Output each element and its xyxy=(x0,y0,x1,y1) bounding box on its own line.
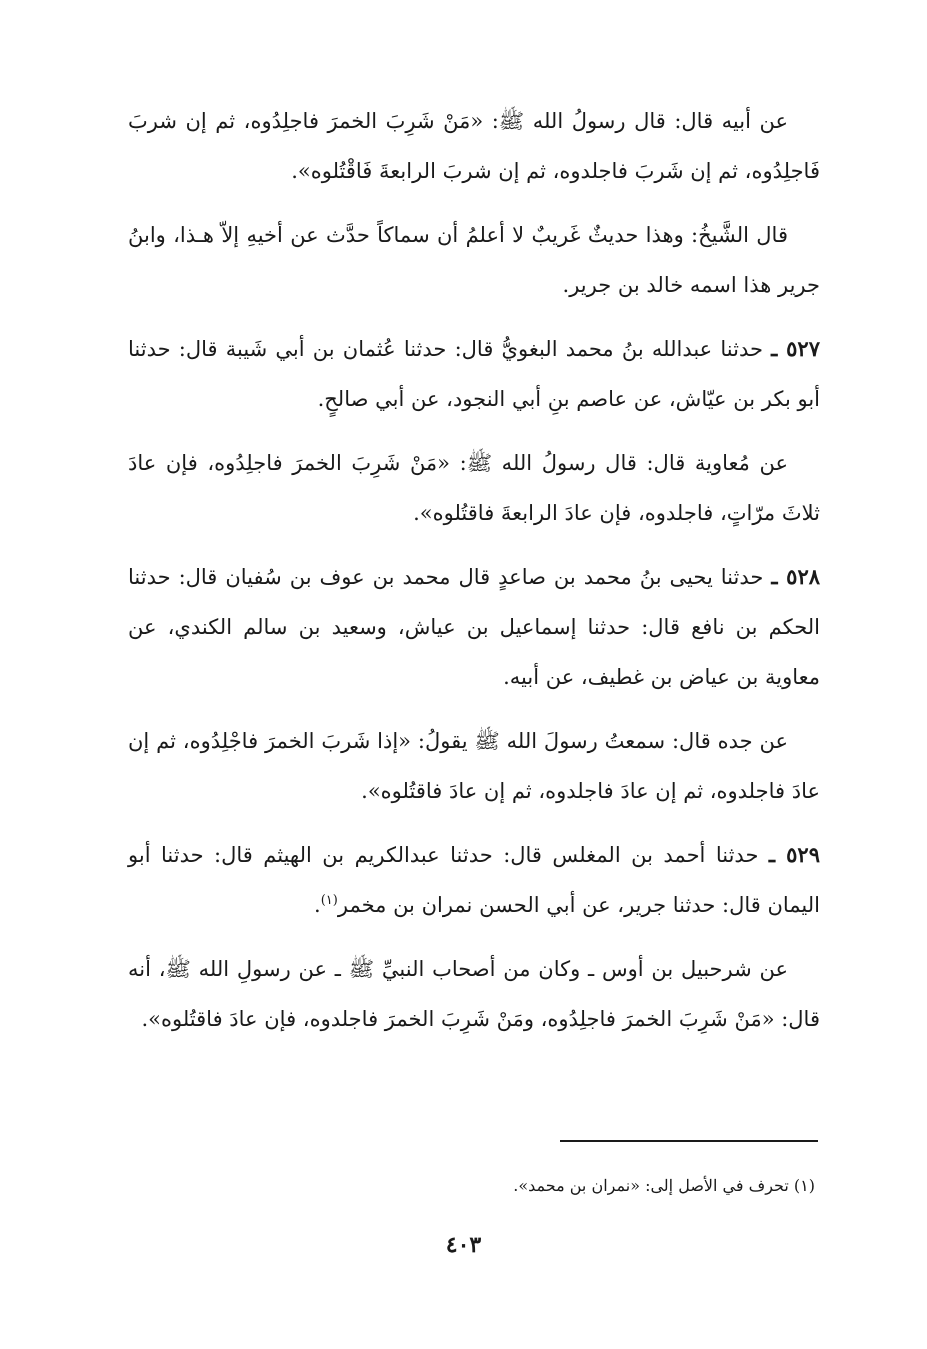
paragraph-text: قال الشَّيخُ: وهذا حديثٌ غَريبٌ لا أعلمُ أن سماكاً حدَّث عن أخيهِ إلاّ هـذا، وابنُ جرير هذا اسمه خالد بن جرير. xyxy=(128,223,820,297)
footnote: (١) تحرف في الأصل إلى: «نمران بن محمد». xyxy=(513,1176,815,1195)
footnote-reference[interactable]: (١) xyxy=(320,893,338,908)
page-number: ٤٠٣ xyxy=(445,1232,482,1258)
paragraph-hadith-527 xyxy=(128,324,820,424)
paragraph-text: عن شرحبيل بن أوس ـ وكان من أصحاب النبيِّ ﷺ ـ عن رسولِ الله ﷺ، أنه قال: «مَنْ شَرِبَ الخمرَ فاجلِدُوه، ومَنْ شَرِبَ الخمرَ فاجلدوه، فإن عادَ فاقتُلوه». xyxy=(128,957,820,1031)
paragraph-text: عن أبيه قال: قال رسولُ الله ﷺ: «مَنْ شَرِبَ الخمرَ فاجلِدُوه، ثم إن شربَ فَاجلِدُوه، ثم إن شَربَ فاجلدوه، ثم إن شربَ الرابعةَ فَاقْتُلوه». xyxy=(128,109,820,183)
paragraph-comment xyxy=(128,210,820,310)
hadith-number: ٥٢٨ ـ xyxy=(771,564,821,589)
hadith-number: ٥٢٧ ـ xyxy=(771,336,820,361)
footnote-separator xyxy=(560,1140,818,1142)
paragraph-text: عن مُعاوية قال: قال رسولُ الله ﷺ: «مَنْ شَرِبَ الخمرَ فاجلِدُوه، فإن عادَ ثلاثَ مرّاتٍ، فاجلدوه، فإن عادَ الرابعةَ فاقتُلوه». xyxy=(128,451,820,525)
paragraph-matn xyxy=(128,438,820,538)
paragraph-text: عن جده قال: سمعتُ رسولَ الله ﷺ يقولُ: «إذا شَربَ الخمرَ فاجْلِدُوه، ثم إن عادَ فاجلدوه، ثم إن عادَ فاجلدوه، ثم إن عادَ فاقتُلوه». xyxy=(128,729,820,803)
paragraph-matn xyxy=(128,944,820,1044)
main-text xyxy=(128,96,820,1058)
paragraph-text: حدثنا أحمد بن المغلس قال: حدثنا عبدالكريم بن الهيثم قال: حدثنا أبو اليمان قال: حدثنا جرير، عن أبي الحسن نمران بن مخمر xyxy=(128,843,820,917)
paragraph-text: حدثنا عبدالله بنُ محمد البغويُّ قال: حدثنا عُثمان بن أبي شَيبة قال: حدثنا أبو بكر بن عيّاش، عن عاصم بنِ أبي النجود، عن أبي صالحٍ. xyxy=(128,337,820,411)
paragraph-text: حدثنا يحيى بنُ محمد بن صاعدٍ قال محمد بن عوف بن سُفيان قال: حدثنا الحكم بن نافع قال: حدثنا إسماعيل بن عياش، وسعيد بن سالم الكندي، عن معاوية بن عياض بن غطيف، عن أبيه. xyxy=(128,565,820,689)
paragraph-tail: . xyxy=(314,893,321,917)
paragraph-hadith-528 xyxy=(128,552,820,702)
hadith-number: ٥٢٩ ـ xyxy=(768,842,820,867)
paragraph-matn xyxy=(128,716,820,816)
paragraph-matn xyxy=(128,96,820,196)
paragraph-hadith-529 xyxy=(128,830,820,930)
